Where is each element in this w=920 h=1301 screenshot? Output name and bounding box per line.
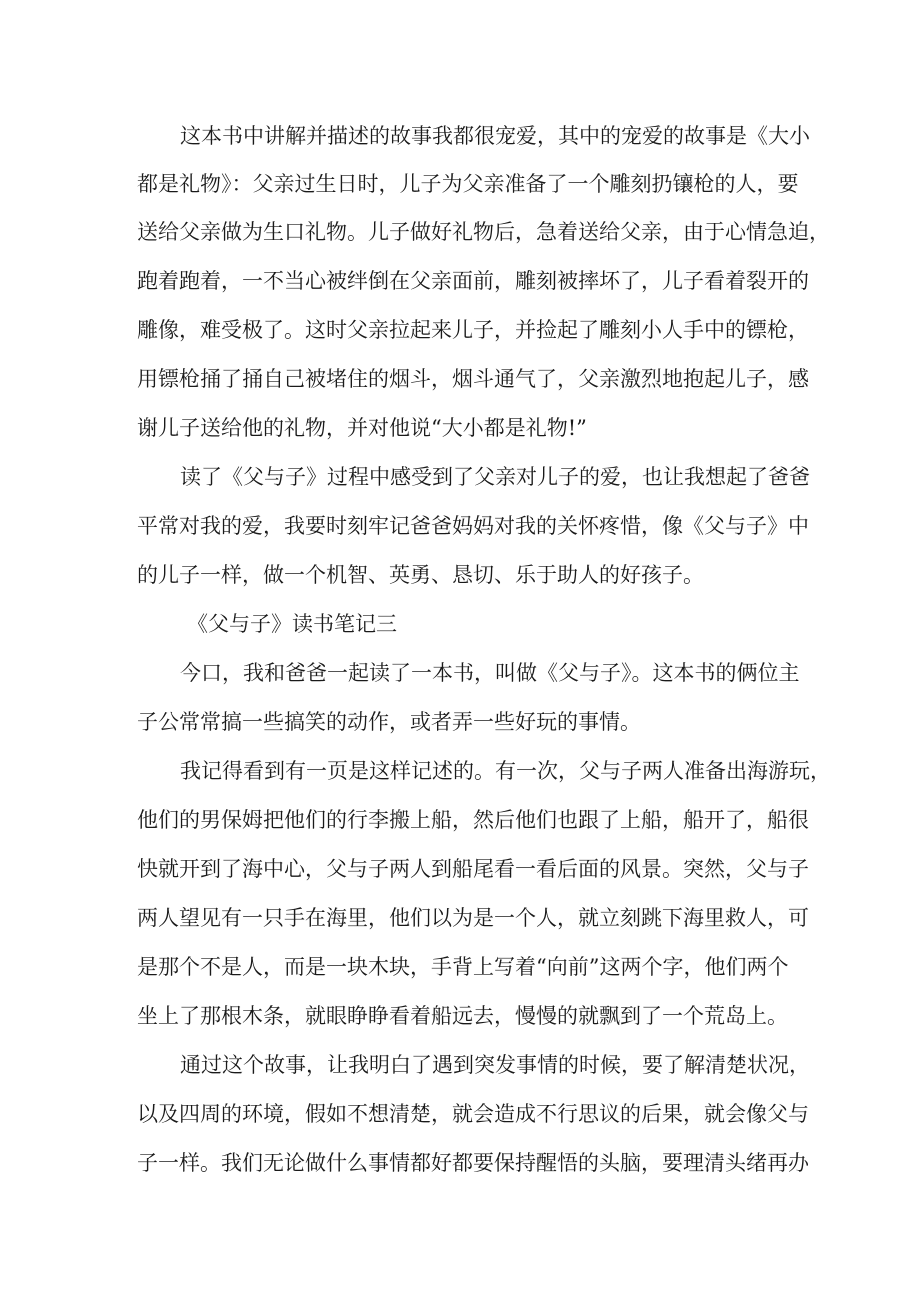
paragraph-4-line-6: 坐上了那根木条，就眼睁睁看着船远去，慢慢的就飘到了一个荒岛上。 [137, 1004, 788, 1028]
paragraph-1-line-4: 跑着跑着，一不当心被绊倒在父亲面前，雕刻被摔坏了，儿子看着裂开的 [137, 269, 809, 293]
paragraph-1-line-2: 都是礼物》：父亲过生日时，儿子为父亲准备了一个雕刻扔镶枪的人，要 [137, 172, 799, 196]
paragraph-2-line-2: 平常对我的爱，我要时刻牢记爸爸妈妈对我的关怀疼惜，像《父与子》中 [137, 514, 809, 538]
paragraph-1-line-5: 雕像，难受极了。这时父亲拉起来儿子，并捡起了雕刻小人手中的镖枪， [137, 318, 809, 342]
paragraph-1-line-7: 谢儿子送给他的礼物，并对他说“大小都是礼物!” [137, 416, 587, 440]
section-heading: 《父与子》读书笔记三 [187, 612, 397, 636]
paragraph-4-line-5: 是那个不是人，而是一块木块，手背上写着“向前”这两个字，他们两个 [137, 955, 789, 979]
paragraph-4-line-1: 我记得看到有一页是这样记述的。有一次，父与子两人准备出海游玩， [180, 759, 831, 783]
paragraph-1-line-6: 用镖枪捅了捅自己被堵住的烟斗，烟斗通气了，父亲激烈地抱起儿子，感 [137, 367, 809, 391]
paragraph-5-line-3: 子一样。我们无论做什么事情都好都要保持醒悟的头脑，要理清头绪再办 [137, 1151, 809, 1175]
paragraph-3-line-2: 子公常常搞一些搞笑的动作，或者弄一些好玩的事情。 [137, 710, 641, 734]
paragraph-1-line-3: 送给父亲做为生口礼物。儿子做好礼物后，急着送给父亲，由于心情急迫， [137, 220, 830, 244]
paragraph-2-line-1: 读了《父与子》过程中感受到了父亲对儿子的爱，也让我想起了爸爸 [180, 465, 810, 489]
paragraph-5-line-2: 以及四周的环境，假如不想清楚，就会造成不行思议的后果，就会像父与 [137, 1102, 809, 1126]
paragraph-1-line-1: 这本书中讲解并描述的故事我都很宠爱，其中的宠爱的故事是《大小 [180, 124, 810, 148]
paragraph-4-line-3: 快就开到了海中心，父与子两人到船尾看一看后面的风景。突然，父与子 [137, 857, 809, 881]
paragraph-4-line-4: 两人望见有一只手在海里，他们以为是一个人，就立刻跳下海里救人，可 [137, 906, 809, 930]
paragraph-4-line-2: 他们的男保姆把他们的行李搬上船，然后他们也跟了上船，船开了，船很 [137, 808, 809, 832]
paragraph-3-line-1: 今口，我和爸爸一起读了一本书，叫做《父与子》。这本书的俩位主 [180, 661, 800, 685]
paragraph-2-line-3: 的儿子一样，做一个机智、英勇、恳切、乐于助人的好孩子。 [137, 563, 704, 587]
paragraph-5-line-1: 通过这个故事，让我明白了遇到突发事情的时候，要了解清楚状况， [180, 1053, 810, 1077]
